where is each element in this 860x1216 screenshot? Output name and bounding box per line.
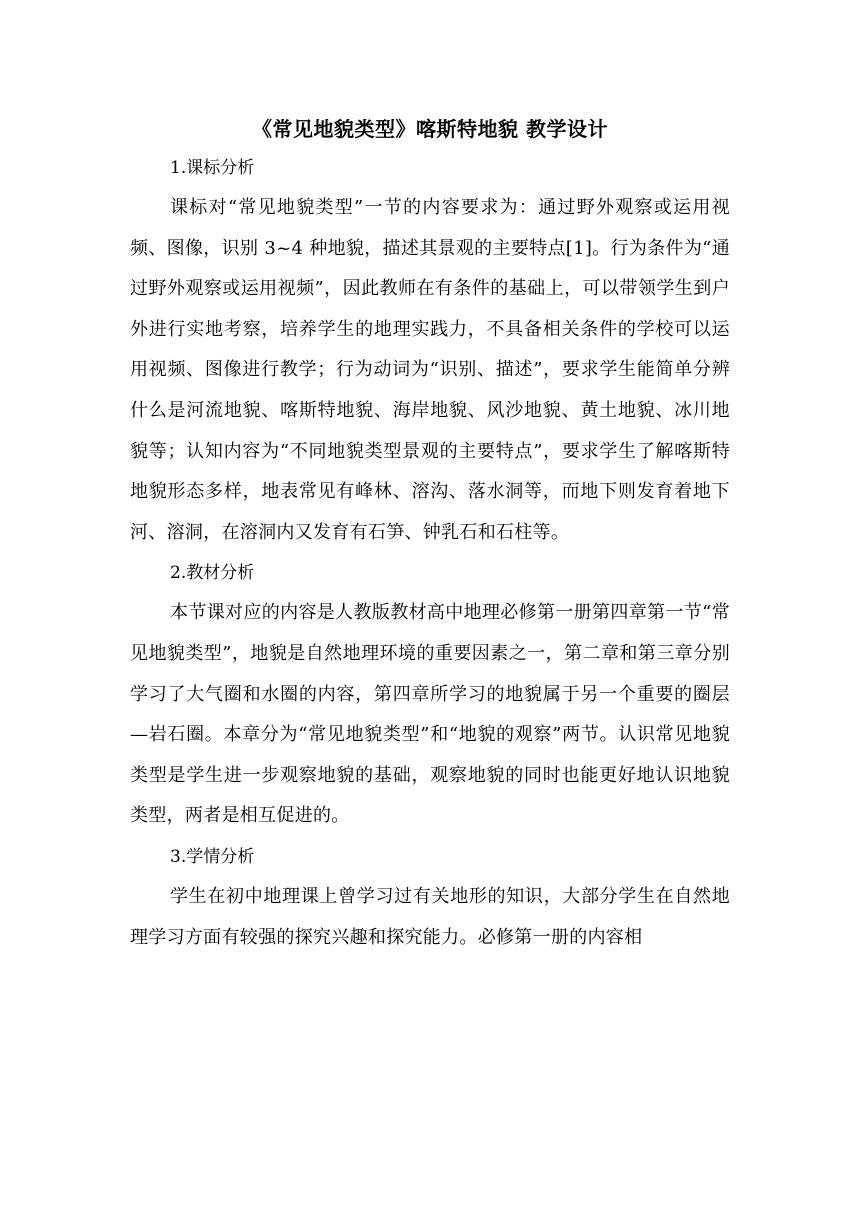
section-paragraph-students: 学生在初中地理课上曾学习过有关地形的知识，大部分学生在自然地理学习方面有较强的探究兴趣和探究能力。必修第一册的内容相 bbox=[130, 885, 730, 948]
section-paragraph-curriculum: 课标对“常见地貌类型”一节的内容要求为：通过野外观察或运用视频、图像，识别 3~4 种地貌，描述其景观的主要特点[1]。行为条件为“通过野外观察或运用视频”，因此教师在有条件的基础上，可以带领学生到户外进行实地考察，培养学生的地理实践力，不具备相关条件的学校可以运用视频、图像进行教学；行为动词为“识别、描述”，要求学生能简单分辨什么是河流地貌、喀斯特地貌、海岸地貌、风沙地貌、黄土地貌、冰川地貌等；认知内容为“不同地貌类型景观的主要特点”，要求学生了解喀斯特地貌形态多样，地表常见有峰林、溶沟、落水洞等，而地下则发育着地下河、溶洞，在溶洞内又发育有石笋、钟乳石和石柱等。 bbox=[130, 197, 730, 543]
section-paragraph-textbook: 本节课对应的内容是人教版教材高中地理必修第一册第四章第一节“常见地貌类型”，地貌是自然地理环境的重要因素之一，第二章和第三章分别学习了大气圈和水圈的内容，第四章所学习的地貌属于另一个重要的圈层—岩石圈。本章分为“常见地貌类型”和“地貌的观察”两节。认识常见地貌类型是学生进一步观察地貌的基础，观察地貌的同时也能更好地认识地貌类型，两者是相互促进的。 bbox=[130, 602, 730, 827]
section-heading-curriculum: 1.课标分析 bbox=[170, 158, 255, 178]
section-heading-textbook: 2.教材分析 bbox=[170, 563, 255, 584]
document-title: 《常见地貌类型》喀斯特地貌 教学设计 bbox=[252, 117, 608, 141]
section-heading-students: 3.学情分析 bbox=[170, 846, 255, 867]
document-body bbox=[130, 110, 730, 958]
